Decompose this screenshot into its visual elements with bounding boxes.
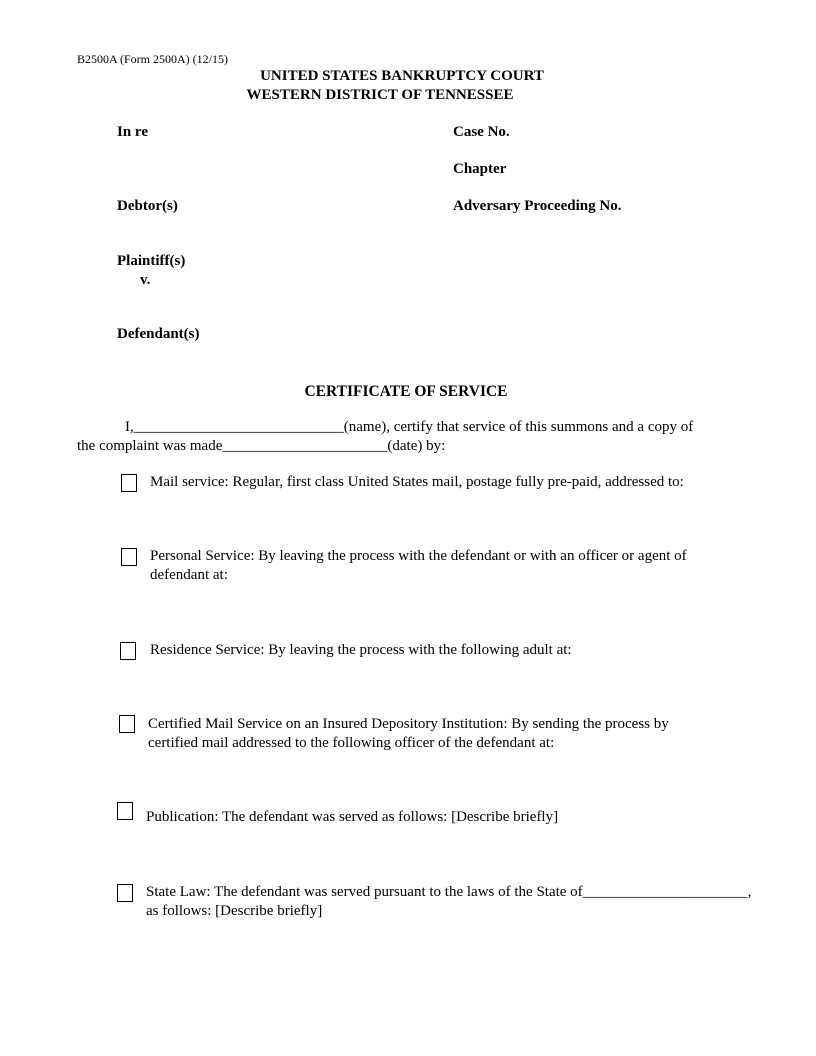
certified-mail-checkbox[interactable] xyxy=(119,715,135,733)
mail-service-checkbox[interactable] xyxy=(121,474,137,492)
adversary-proceeding-label: Adversary Proceeding No. xyxy=(453,198,622,214)
defendants-label: Defendant(s) xyxy=(117,326,200,342)
residence-service-text: Residence Service: By leaving the process with the following adult at: xyxy=(150,642,572,658)
state-law-text-2: as follows: [Describe briefly] xyxy=(146,903,323,919)
certify-line-2: the complaint was made______________________(date) by: xyxy=(77,438,446,454)
certify-line-1: I,____________________________(name), certify that service of this summons and a copy of xyxy=(125,419,694,435)
form-id: B2500A (Form 2500A) (12/15) xyxy=(77,52,228,66)
publication-text: Publication: The defendant was served as follows: [Describe briefly] xyxy=(146,809,559,825)
in-re-label: In re xyxy=(117,124,148,140)
personal-service-text: Personal Service: By leaving the process with the defendant or with an officer or agent of xyxy=(150,548,687,564)
court-district: WESTERN DISTRICT OF TENNESSEE xyxy=(246,87,514,103)
court-name: UNITED STATES BANKRUPTCY COURT xyxy=(260,68,544,84)
residence-service-checkbox[interactable] xyxy=(120,642,136,660)
publication-checkbox[interactable] xyxy=(117,802,133,820)
state-law-checkbox[interactable] xyxy=(117,884,133,902)
certificate-title: CERTIFICATE OF SERVICE xyxy=(304,383,508,400)
plaintiffs-label: Plaintiff(s) xyxy=(117,253,186,269)
personal-service-text-2: defendant at: xyxy=(150,567,228,583)
mail-service-text: Mail service: Regular, first class United States mail, postage fully pre-paid, addressed to: xyxy=(150,474,684,490)
personal-service-checkbox[interactable] xyxy=(121,548,137,566)
debtors-label: Debtor(s) xyxy=(117,198,178,214)
versus-label: v. xyxy=(140,272,151,288)
certified-mail-text-2: certified mail addressed to the following officer of the defendant at: xyxy=(148,735,555,751)
case-no-label: Case No. xyxy=(453,124,510,140)
chapter-label: Chapter xyxy=(453,161,507,177)
state-law-text: State Law: The defendant was served pursuant to the laws of the State of______________________, xyxy=(146,884,752,900)
certified-mail-text: Certified Mail Service on an Insured Depository Institution: By sending the process by xyxy=(148,716,669,732)
